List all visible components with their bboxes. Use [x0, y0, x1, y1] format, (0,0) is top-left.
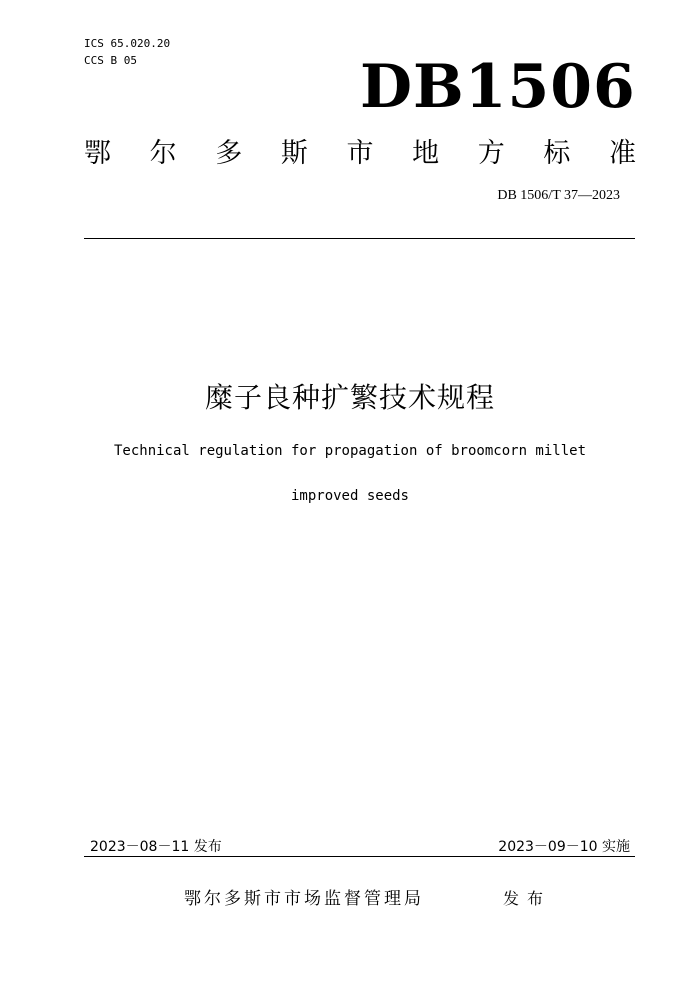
implementation-date: 2023－09－10 实施: [498, 839, 630, 855]
title-english-line2: improved seeds: [290, 488, 409, 504]
standard-number: DB 1506/T 37—2023: [497, 188, 620, 203]
issuing-authority: 鄂尔多斯市市场监督管理局: [184, 889, 424, 909]
title-chinese: 糜子良种扩繁技术规程: [204, 381, 495, 414]
standard-type-char: 尔: [149, 138, 177, 169]
standard-type-char: 鄂: [84, 138, 111, 169]
standard-type-char: 方: [477, 138, 505, 169]
title-english-line1: Technical regulation for propagation of broomcorn millet: [113, 443, 586, 459]
standard-type-char: 多: [215, 138, 243, 169]
issue-date: 2023－08－11 发布: [90, 839, 222, 855]
ics-code: ICS 65.020.20: [84, 37, 171, 50]
standard-type-char: 准: [609, 138, 636, 169]
standard-type-char: 斯: [280, 138, 308, 169]
header-divider: [84, 238, 635, 239]
standard-type-char: 地: [412, 138, 440, 169]
ccs-code: CCS B 05: [84, 54, 137, 67]
db-logo: DB1506: [360, 52, 636, 122]
footer-divider: [84, 856, 635, 857]
publish-label: 发布: [503, 889, 552, 908]
standard-type-char: 市: [346, 138, 374, 169]
standard-type-char: 标: [543, 138, 571, 169]
standard-type: [84, 136, 636, 172]
